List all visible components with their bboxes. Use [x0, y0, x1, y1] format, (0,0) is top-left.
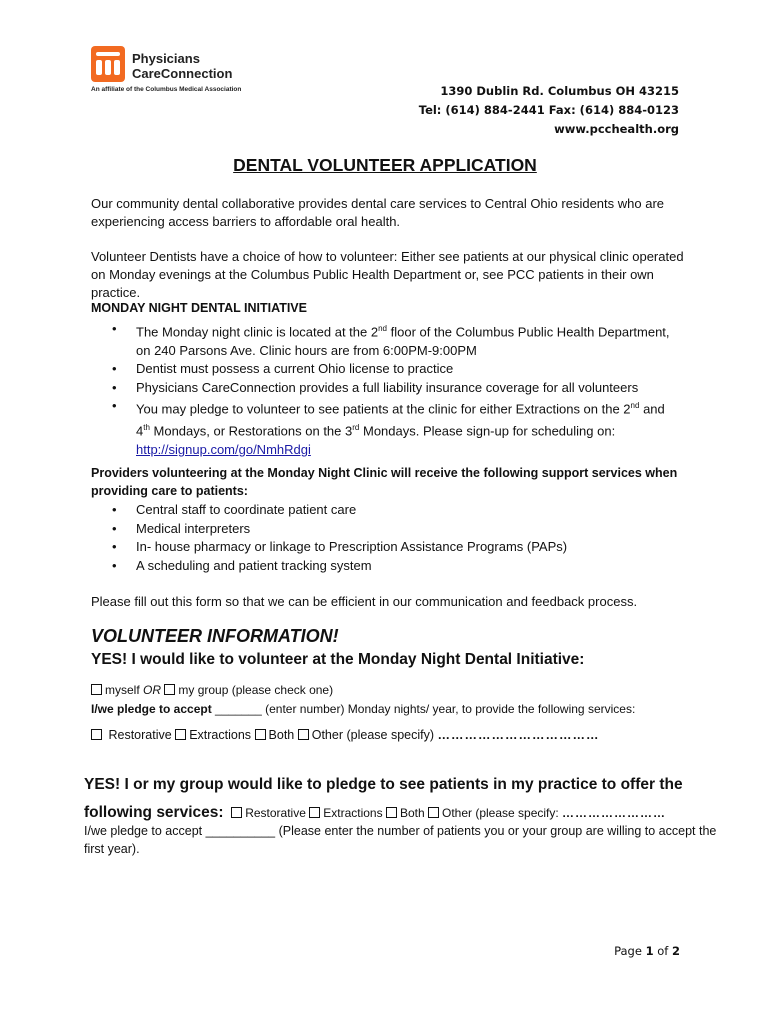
support-list [112, 501, 672, 575]
extractions-checkbox[interactable] [175, 729, 186, 740]
fill-note: Please fill out this form so that we can be efficient in our communication and feedback process. [91, 594, 638, 609]
list-item: • In- house pharmacy or linkage to Prescription Assistance Programs (PAPs) [112, 538, 672, 557]
pcc-logo-icon [91, 46, 125, 82]
practice-restorative-checkbox[interactable] [231, 807, 242, 818]
myself-group-row: myself OR my group (please check one) [91, 683, 333, 697]
list-item: • Dentist must possess a current Ohio license to practice [112, 360, 672, 379]
other-specify-field[interactable]: ……………………………… [437, 728, 600, 742]
list-item: • Central staff to coordinate patient care [112, 501, 672, 520]
practice-options: Restorative Extractions Both Other (please specify: …………………… [228, 806, 666, 820]
practice-pledge: I/we pledge to accept __________ (Please enter the number of patients you or your group are willing to accept the first year). [84, 824, 717, 856]
practice-extractions-checkbox[interactable] [309, 807, 320, 818]
list-item: • Physicians CareConnection provides a full liability insurance coverage for all volunteers [112, 379, 672, 398]
support-heading: Providers volunteering at the Monday Night Clinic will receive the following support services when providing care to patients: [91, 466, 678, 498]
nights-input[interactable]: _______ [215, 702, 262, 716]
document-title: DENTAL VOLUNTEER APPLICATION [233, 155, 537, 175]
list-item: • You may pledge to volunteer to see patients at the clinic for either Extractions on the 2nd and 4th Mondays, or Restorations on the 3rd Mondays. Please sign-up for scheduling on: http://signup.com/go/NmhRdgi [112, 397, 672, 459]
logo-tagline: An affiliate of the Columbus Medical Association [91, 86, 242, 93]
restorative-checkbox[interactable] [91, 729, 102, 740]
practice-other-checkbox[interactable] [428, 807, 439, 818]
volunteer-subheading: YES! I would like to volunteer at the Monday Night Dental Initiative: [91, 651, 585, 668]
list-item: • Medical interpreters [112, 520, 672, 539]
contact-address: 1390 Dublin Rd. Columbus OH 43215 Tel: (614) 884-2441 Fax: (614) 884-0123 www.pcchealth.org [418, 84, 679, 136]
other-checkbox[interactable] [298, 729, 309, 740]
intro-paragraph: Our community dental collaborative provides dental care services to Central Ohio residents who are experiencing access barriers to affordable oral health. [91, 196, 664, 229]
both-checkbox[interactable] [255, 729, 266, 740]
signup-link[interactable]: http://signup.com/go/NmhRdgi [136, 441, 311, 457]
monday-list [112, 320, 672, 459]
practice-both-checkbox[interactable] [386, 807, 397, 818]
pcc-logo [91, 46, 291, 98]
practice-heading: YES! I or my group would like to pledge to see patients in my practice to offer the following services: Restorative Extractions Both Other (please specify: …………………… [84, 776, 683, 821]
practice-other-field[interactable]: …………………… [562, 806, 667, 820]
logo-name: Physicians CareConnection [132, 51, 233, 81]
volunteer-heading: VOLUNTEER INFORMATION! [91, 626, 339, 646]
pledge-row: I/we pledge to accept _______ (enter number) Monday nights/ year, to provide the following services: [91, 702, 636, 716]
monday-heading: MONDAY NIGHT DENTAL INITIATIVE [91, 301, 307, 315]
myself-checkbox[interactable] [91, 684, 102, 695]
list-item: • A scheduling and patient tracking system [112, 557, 672, 576]
group-checkbox[interactable] [164, 684, 175, 695]
choice-paragraph: Volunteer Dentists have a choice of how to volunteer: Either see patients at our physical clinic operated on Monday evenings at the Columbus Public Health Department or, see PCC patients in their own practice. [91, 249, 684, 300]
page-number: Page 1 of 2 [614, 944, 680, 958]
list-item: • The Monday night clinic is located at the 2nd floor of the Columbus Public Health Department, on 240 Parsons Ave. Clinic hours are from 6:00PM-9:00PM [112, 320, 672, 360]
service-options-row: Restorative Extractions Both Other (please specify) ……………………………… [91, 728, 600, 742]
